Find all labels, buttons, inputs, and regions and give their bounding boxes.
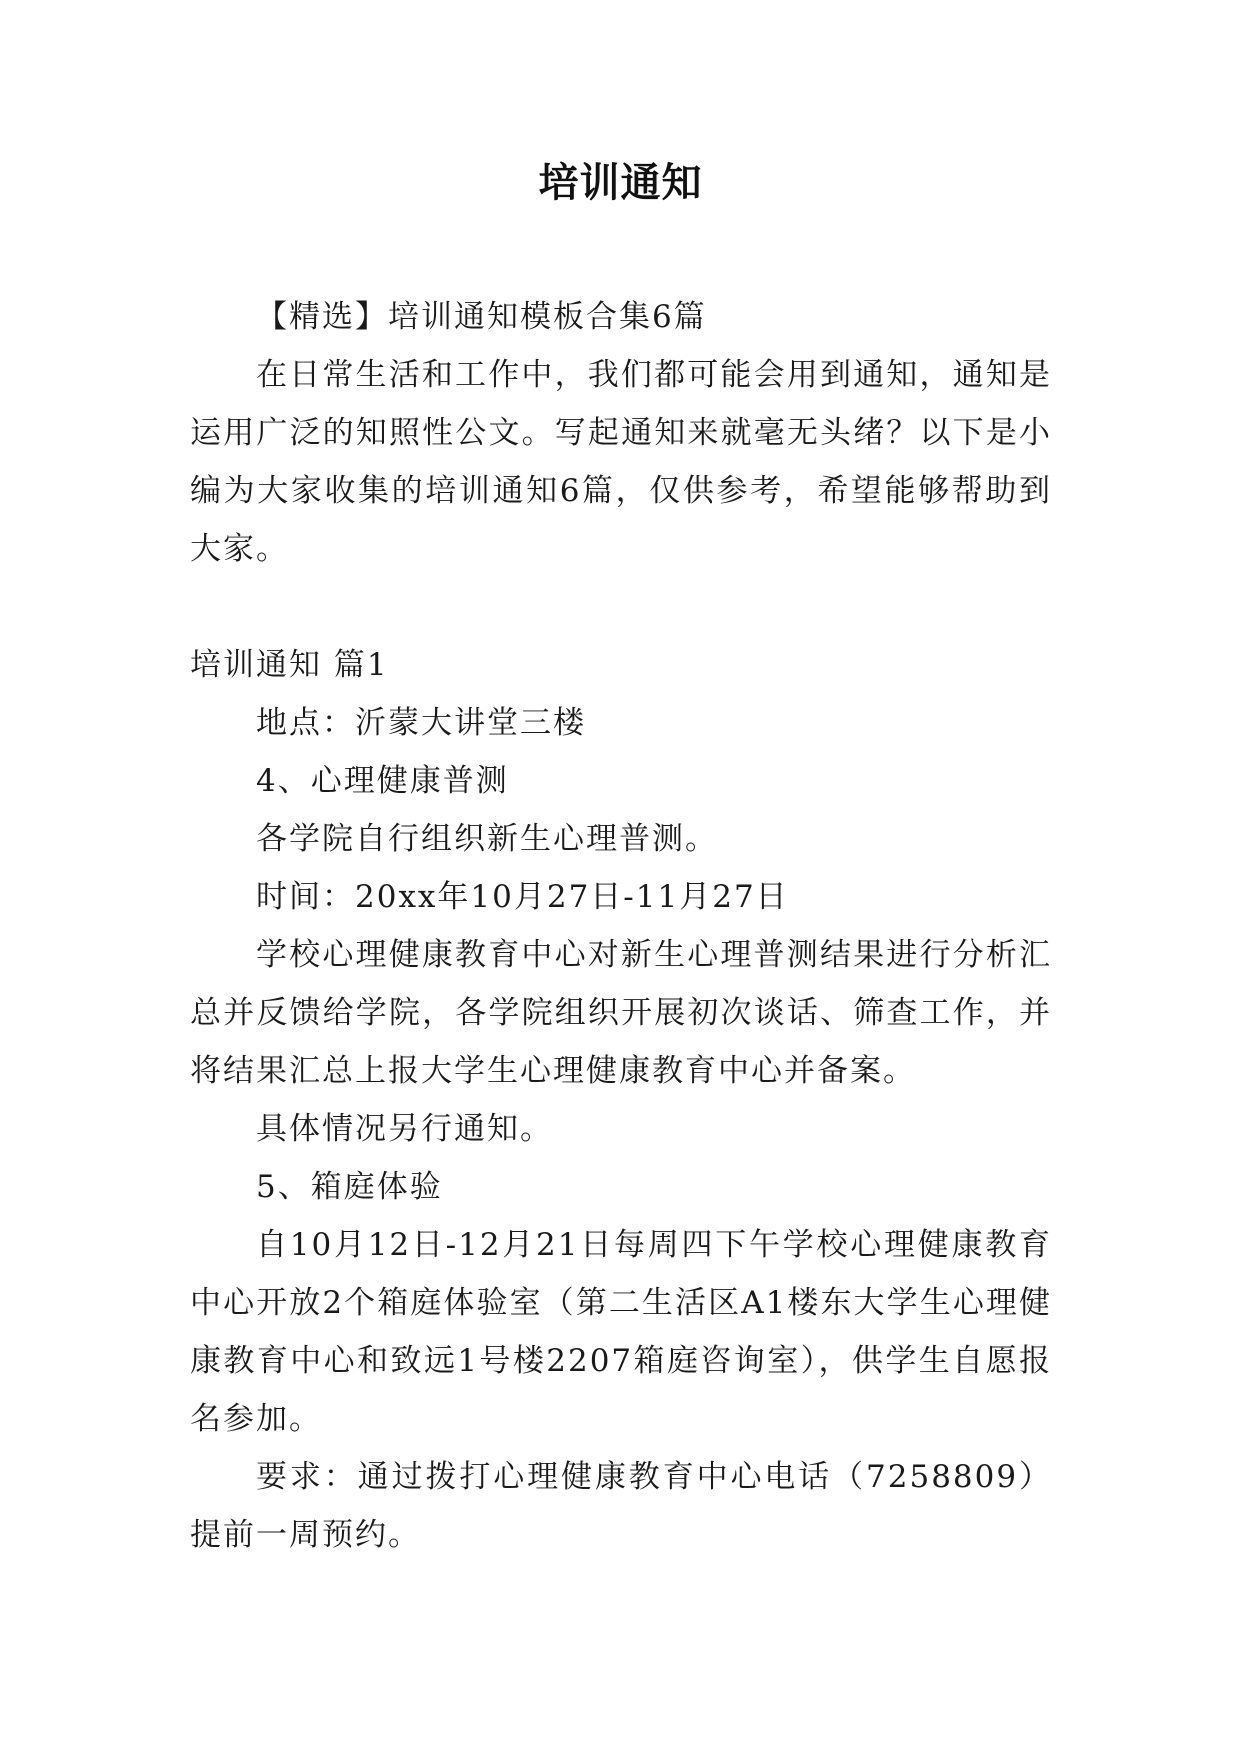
intro-paragraph: 在日常生活和工作中，我们都可能会用到通知，通知是运用广泛的知照性公文。写起通知来就毫无头绪？以下是小编为大家收集的培训通知6篇，仅供参考，希望能够帮助到大家。	[190, 357, 1052, 567]
time-paragraph: 时间：20xx年10月27日-11月27日	[256, 879, 789, 915]
body-paragraph: 学校心理健康教育中心对新生心理普测结果进行分析汇总并反馈给学院，各学院组织开展初次谈话、筛查工作，并将结果汇总上报大学生心理健康教育中心并备案。	[190, 937, 1052, 1089]
body-paragraph: 具体情况另行通知。	[256, 1111, 553, 1147]
location-paragraph: 地点：沂蒙大讲堂三楼	[256, 705, 586, 741]
document-body	[190, 288, 1052, 1564]
section-heading: 培训通知 篇1	[190, 647, 389, 683]
requirement-paragraph: 要求：通过拨打心理健康教育中心电话（7258809）提前一周预约。	[190, 1459, 1052, 1553]
body-paragraph: 自10月12日-12月21日每周四下午学校心理健康教育中心开放2个箱庭体验室（第二生活区A1楼东大学生心理健康教育中心和致远1号楼2207箱庭咨询室），供学生自愿报名参加。	[190, 1227, 1052, 1437]
document-title: 培训通知	[538, 159, 703, 206]
item-heading: 5、箱庭体验	[256, 1169, 443, 1205]
subtitle-paragraph: 【精选】培训通知模板合集6篇	[256, 299, 707, 335]
body-paragraph: 各学院自行组织新生心理普测。	[256, 821, 718, 857]
item-heading: 4、心理健康普测	[256, 763, 509, 799]
